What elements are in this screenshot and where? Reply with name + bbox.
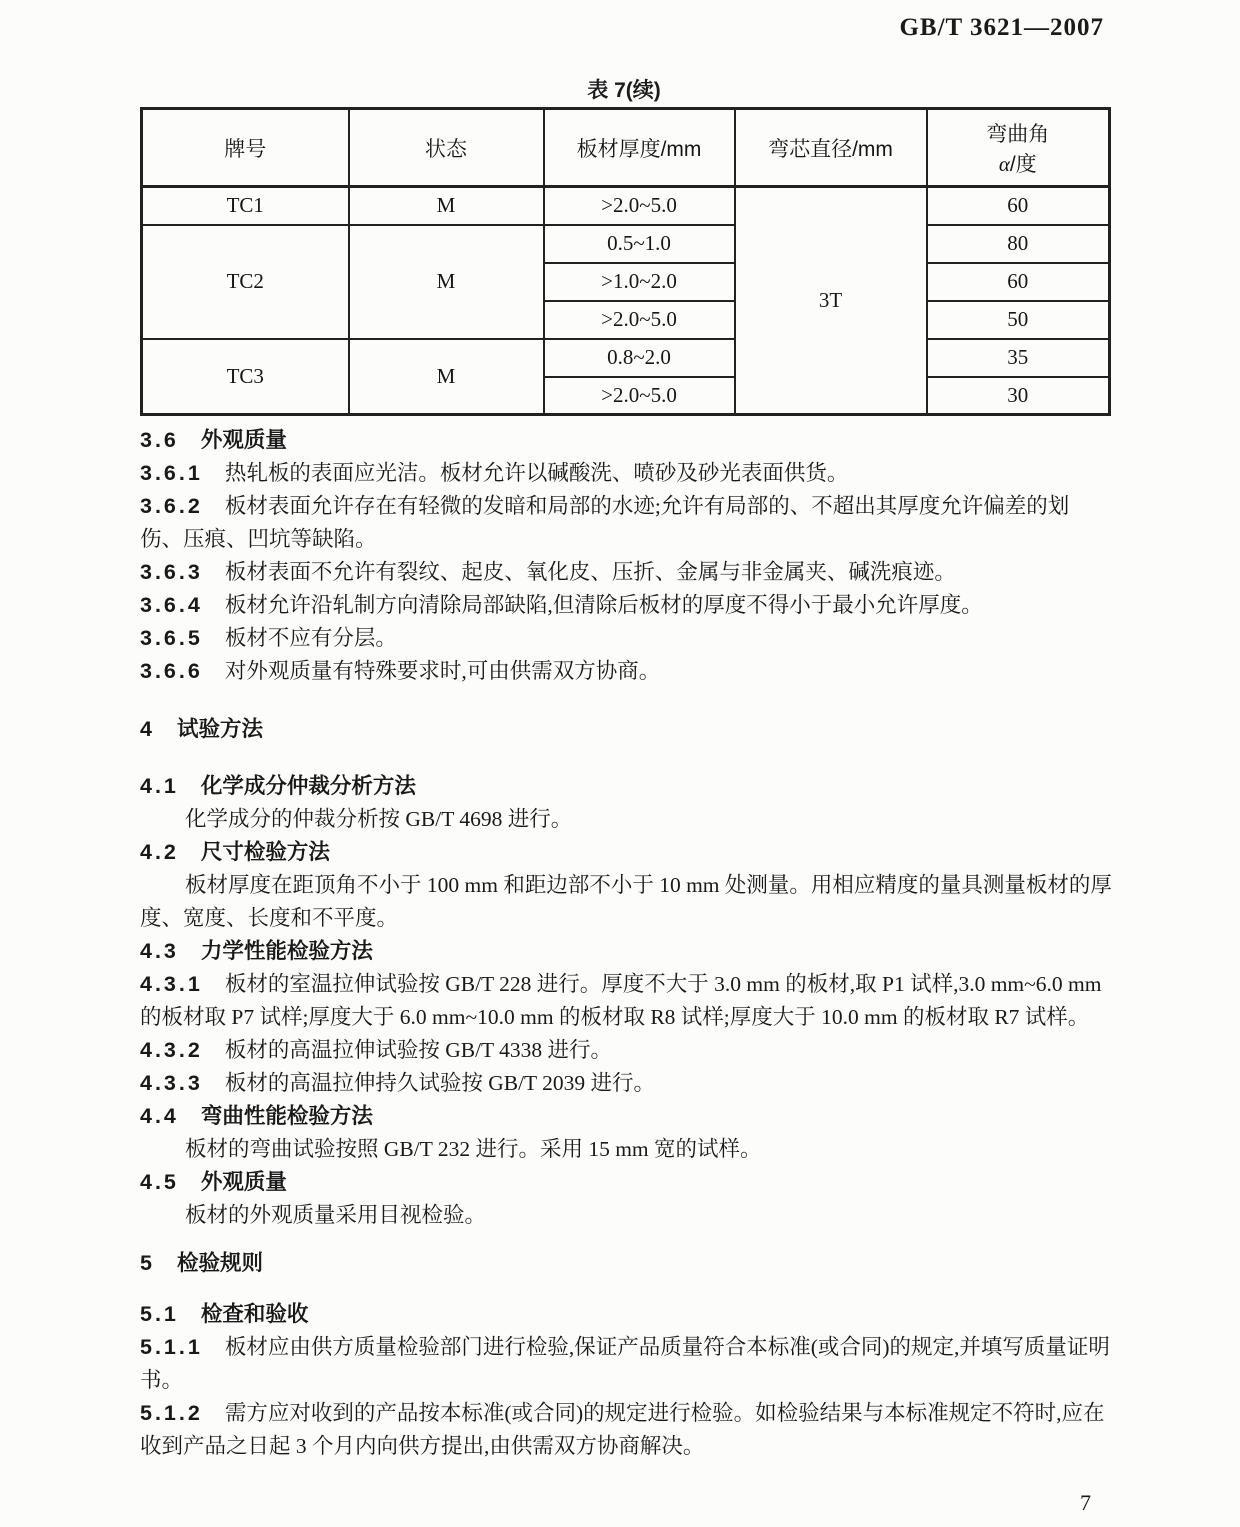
clause-number: 4.3.1 — [140, 972, 203, 996]
table-header-row — [142, 109, 1110, 187]
clause-number: 3.6.2 — [140, 494, 203, 518]
clause-3-6-2 — [140, 490, 1112, 556]
clause-number: 4.4 — [140, 1104, 179, 1128]
clause-text: 板材表面允许存在有轻微的发暗和局部的水迹;允许有局部的、不超出其厚度允许偏差的划伤、压痕、凹坑等缺陷。 — [140, 494, 1070, 551]
cell-angle: 60 — [927, 187, 1110, 225]
clause-3-6-3 — [140, 556, 1112, 589]
paragraph-text: 板材的外观质量采用目视检验。 — [185, 1203, 487, 1227]
clause-number: 5.1.1 — [140, 1335, 203, 1359]
cell-thickness: >2.0~5.0 — [544, 301, 735, 339]
cell-state: M — [349, 225, 544, 339]
clause-number: 3.6.3 — [140, 560, 203, 584]
cell-thickness: >2.0~5.0 — [544, 187, 735, 225]
cell-angle: 60 — [927, 263, 1110, 301]
clause-number: 3.6.5 — [140, 626, 203, 650]
clause-number: 3.6 — [140, 428, 179, 452]
clause-number: 4.5 — [140, 1170, 179, 1194]
clause-number: 4.2 — [140, 840, 179, 864]
cell-grade: TC2 — [142, 225, 349, 339]
clause-number: 3.6.4 — [140, 593, 203, 617]
clause-text: 需方应对收到的产品按本标准(或合同)的规定进行检验。如检验结果与本标准规定不符时,应在收到产品之日起 3 个月内向供方提出,由供需双方协商解决。 — [140, 1401, 1105, 1458]
col-header-thickness: 板材厚度/mm — [544, 109, 735, 187]
cell-thickness: >1.0~2.0 — [544, 263, 735, 301]
heading-text: 化学成分仲裁分析方法 — [200, 774, 416, 798]
clause-number: 5.1.2 — [140, 1401, 203, 1425]
clause-3-6-4 — [140, 589, 1112, 622]
paragraph-text: 板材的弯曲试验按照 GB/T 232 进行。采用 15 mm 宽的试样。 — [185, 1137, 762, 1161]
clause-4-3-1 — [140, 968, 1112, 1034]
clause-number: 4.3 — [140, 939, 179, 963]
angle-unit: /度 — [1009, 152, 1037, 176]
clause-text: 板材表面不允许有裂纹、起皮、氧化皮、压折、金属与非金属夹、碱洗痕迹。 — [224, 560, 956, 584]
paragraph-4-2 — [140, 869, 1112, 935]
clause-3-6-1 — [140, 457, 1112, 490]
document-body — [140, 424, 1112, 1463]
cell-angle: 80 — [927, 225, 1110, 263]
clause-number: 4.3.3 — [140, 1071, 203, 1095]
paragraph-text: 化学成分的仲裁分析按 GB/T 4698 进行。 — [185, 807, 573, 831]
cell-thickness: 0.8~2.0 — [544, 339, 735, 377]
alpha-symbol: α — [998, 151, 1010, 176]
cell-angle: 50 — [927, 301, 1110, 339]
clause-number: 4.3.2 — [140, 1038, 203, 1062]
col-header-angle — [927, 109, 1110, 187]
col-header-state: 状态 — [349, 109, 544, 187]
clause-number: 3.6.6 — [140, 659, 203, 683]
clause-3-6-5 — [140, 622, 1112, 655]
cell-thickness: 0.5~1.0 — [544, 225, 735, 263]
clause-number: 5.1 — [140, 1302, 179, 1326]
clause-5-1-2 — [140, 1397, 1112, 1463]
clause-number: 3.6.1 — [140, 461, 203, 485]
clause-text: 板材应由供方质量检验部门进行检验,保证产品质量符合本标准(或合同)的规定,并填写质量证明书。 — [140, 1335, 1110, 1392]
cell-state: M — [349, 339, 544, 415]
section-heading-4-5 — [140, 1166, 1112, 1199]
clause-4-3-3 — [140, 1067, 1112, 1100]
clause-text: 板材的室温拉伸试验按 GB/T 228 进行。厚度不大于 3.0 mm 的板材,取 P1 试样,3.0 mm~6.0 mm 的板材取 P7 试样;厚度大于 6.0 mm~10.0 mm 的板材取 R8 试样;厚度大于 10.0 mm 的板材取 R7 试样。 — [140, 972, 1102, 1029]
col-header-grade: 牌号 — [142, 109, 349, 187]
cell-state: M — [349, 187, 544, 225]
standard-number: GB/T 3621—2007 — [899, 14, 1104, 41]
cell-angle: 30 — [927, 377, 1110, 415]
heading-text: 力学性能检验方法 — [200, 939, 373, 963]
paragraph-text: 板材厚度在距顶角不小于 100 mm 和距边部不小于 10 mm 处测量。用相应精度的量具测量板材的厚度、宽度、长度和不平度。 — [140, 873, 1112, 930]
clause-number: 5 — [140, 1251, 155, 1275]
angle-header-line1: 弯曲角 — [986, 122, 1050, 146]
clause-number: 4.1 — [140, 774, 179, 798]
heading-text: 检验规则 — [176, 1251, 263, 1275]
section-heading-5-1 — [140, 1298, 1112, 1331]
paragraph-4-1 — [140, 803, 1112, 836]
heading-text: 外观质量 — [200, 428, 287, 452]
cell-thickness: >2.0~5.0 — [544, 377, 735, 415]
clause-5-1-1 — [140, 1331, 1112, 1397]
page-number: 7 — [1080, 1490, 1091, 1515]
clause-text: 板材允许沿轧制方向清除局部缺陷,但清除后板材的厚度不得小于最小允许厚度。 — [224, 593, 983, 617]
heading-text: 外观质量 — [200, 1170, 287, 1194]
clause-text: 板材的高温拉伸持久试验按 GB/T 2039 进行。 — [224, 1071, 656, 1095]
section-heading-4-3 — [140, 935, 1112, 968]
paragraph-4-4 — [140, 1133, 1112, 1166]
heading-text: 检查和验收 — [200, 1302, 309, 1326]
section-heading-3-6 — [140, 424, 1112, 457]
table-title: 表 7(续) — [587, 79, 661, 102]
angle-header-line2 — [928, 148, 1109, 178]
heading-text: 弯曲性能检验方法 — [200, 1104, 373, 1128]
cell-grade: TC1 — [142, 187, 349, 225]
clause-text: 板材不应有分层。 — [224, 626, 397, 650]
table-row — [142, 187, 1110, 225]
clause-number: 4 — [140, 717, 155, 741]
table-row — [142, 339, 1110, 377]
section-heading-4-4 — [140, 1100, 1112, 1133]
cell-angle: 35 — [927, 339, 1110, 377]
cell-grade: TC3 — [142, 339, 349, 415]
section-heading-4-2 — [140, 836, 1112, 869]
clause-text: 板材的高温拉伸试验按 GB/T 4338 进行。 — [224, 1038, 613, 1062]
col-header-bend-core: 弯芯直径/mm — [735, 109, 927, 187]
clause-text: 热轧板的表面应光洁。板材允许以碱酸洗、喷砂及砂光表面供货。 — [224, 461, 849, 485]
cell-bend-core: 3T — [735, 187, 927, 415]
heading-text: 尺寸检验方法 — [200, 840, 330, 864]
clause-text: 对外观质量有特殊要求时,可由供需双方协商。 — [224, 659, 661, 683]
section-heading-4-1 — [140, 770, 1112, 803]
table-row — [142, 225, 1110, 263]
clause-4-3-2 — [140, 1034, 1112, 1067]
heading-text: 试验方法 — [176, 717, 263, 741]
clause-3-6-6 — [140, 655, 1112, 688]
paragraph-4-5 — [140, 1199, 1112, 1232]
section-heading-5 — [140, 1247, 1112, 1280]
bend-test-table — [140, 107, 1111, 416]
section-heading-4 — [140, 713, 1112, 746]
